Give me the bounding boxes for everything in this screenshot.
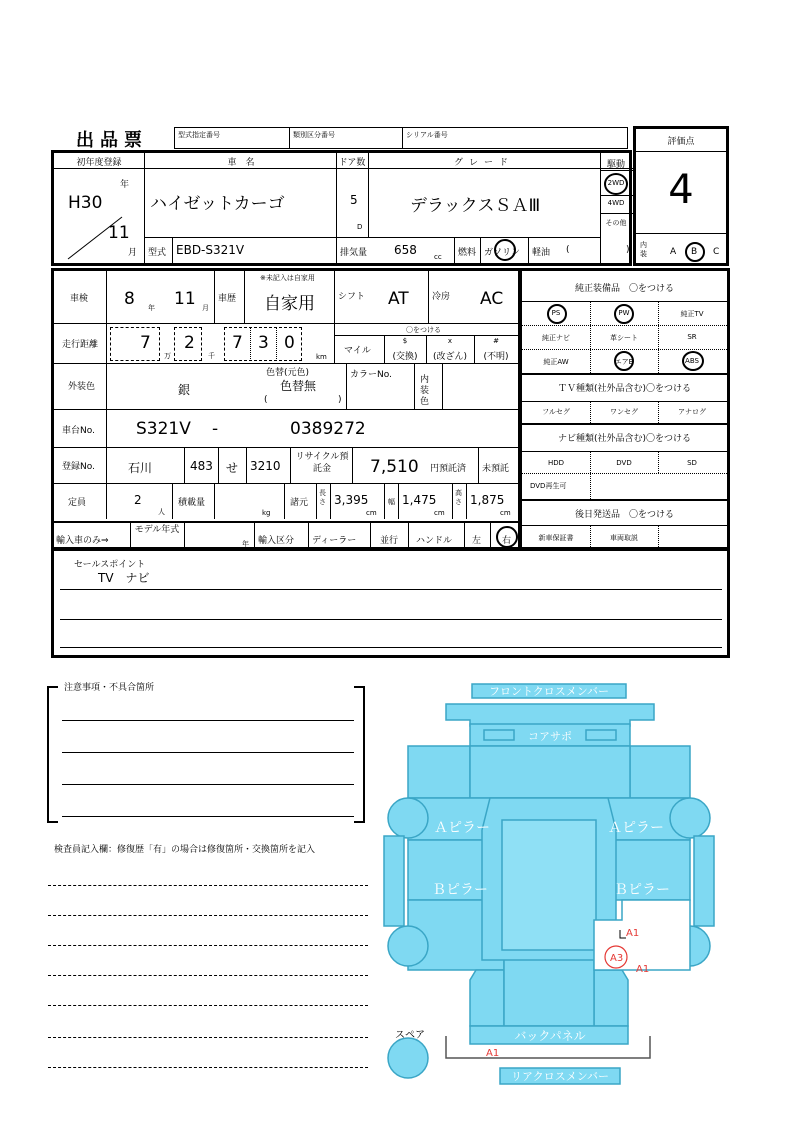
vehicle-info-box: 初年度登録 年 H30 11 月 車 名 ハイゼットカーゴ ドア数 5 D グレード デラックスＳＡⅢ 駆動 2WD 4WD その他 型式 EBD-S321V 排気量 658 cc 燃料 ガソリン 軽油 ( ) [51, 150, 632, 266]
car-name: ハイゼットカーゴ [150, 194, 285, 214]
score-value: 4 [668, 167, 694, 213]
eq-abs-circle [682, 351, 704, 371]
first-reg-year: H30 [68, 193, 103, 213]
sales-point-text: TV ナビ [98, 571, 150, 585]
chassis-number: 0389272 [290, 419, 366, 439]
score-box: 評価点 4 内装 A B C [633, 126, 729, 266]
sales-point-box: セールスポイント TV ナビ [51, 548, 730, 658]
caution-label: 注意事項・不具合箇所 [64, 683, 155, 693]
interior-b-circle [685, 242, 705, 262]
svg-text:Ａピラー: Ａピラー [434, 820, 490, 836]
svg-text:フロントクロスメンバー: フロントクロスメンバー [488, 685, 610, 698]
inspector-label: 検査員記入欄：修復歴「有」の場合は修復箇所・交換箇所を記入 [54, 845, 316, 855]
form-title: 出品票 [76, 130, 148, 151]
svg-text:コアサポ: コアサポ [528, 730, 572, 743]
details-box: 車検 8 年 11 月 車歴 ※未記入は自家用 自家用 シフト AT 冷房 AC 走行距離 7 万 2 千 7 3 0 km 〇をつける マイル $ (交換) x (改ざん) # (不明) 外装色 銀 色替(元色) 色替無 ( ) カラーNo. 内装色 車台No. S321V - 0389272 登録No. 石川 483 せ 3210 リサイクル預託金 7,510 円預託済 未預託 定員 2 人 積載量 kg 諸元 長さ 3,395 cm 幅 1,475 cm 高さ 1,875 cm 輸入車のみ⇒ モデル年式 年 輸入区分 ディーラー 並行 ハンドル 左 右 [51, 268, 521, 550]
first-reg-month: 11 [108, 223, 130, 243]
caution-bracket [46, 686, 366, 826]
vehicle-history: 自家用 [264, 294, 315, 314]
class-box: 類別区分番号 [289, 127, 403, 149]
svg-text:A3: A3 [610, 953, 624, 964]
type-cert-box: 型式指定番号 [174, 127, 290, 149]
svg-text:A1: A1 [626, 928, 640, 939]
equipment-box: 純正装備品 〇をつける PS PW 純正TV 純正ナビ 革シート SR 純正AW エアB ABS ＴＶ種類(社外品含む)〇をつける フルセグ ワンセグ アナログ ナビ種類(社外品含む)〇をつける HDD DVD SD DVD再生可 後日発送品 〇をつける 新車保証書 車両取説 [519, 268, 730, 550]
handle-right-circle [496, 526, 518, 548]
svg-text:スペア: スペア [395, 1030, 425, 1041]
svg-text:A1: A1 [486, 1048, 500, 1059]
fuel-gasoline-circle [494, 239, 516, 261]
svg-text:Ｂピラー: Ｂピラー [614, 882, 670, 898]
svg-text:A1: A1 [636, 964, 650, 975]
svg-text:Ｂピラー: Ｂピラー [432, 882, 488, 898]
eq-airbag-circle [614, 351, 634, 371]
model-code: EBD-S321V [176, 243, 245, 257]
svg-text:バックパネル: バックパネル [514, 1029, 586, 1043]
svg-text:リアクロスメンバー: リアクロスメンバー [511, 1070, 609, 1083]
eq-pw-circle [614, 304, 634, 324]
body-diagram [380, 680, 720, 1090]
drive-2wd-circle [604, 173, 628, 195]
eq-ps-circle [547, 304, 567, 324]
serial-box: シリアル番号 [402, 127, 628, 149]
grade: デラックスＳＡⅢ [410, 196, 541, 216]
svg-text:Ａピラー: Ａピラー [608, 820, 664, 836]
